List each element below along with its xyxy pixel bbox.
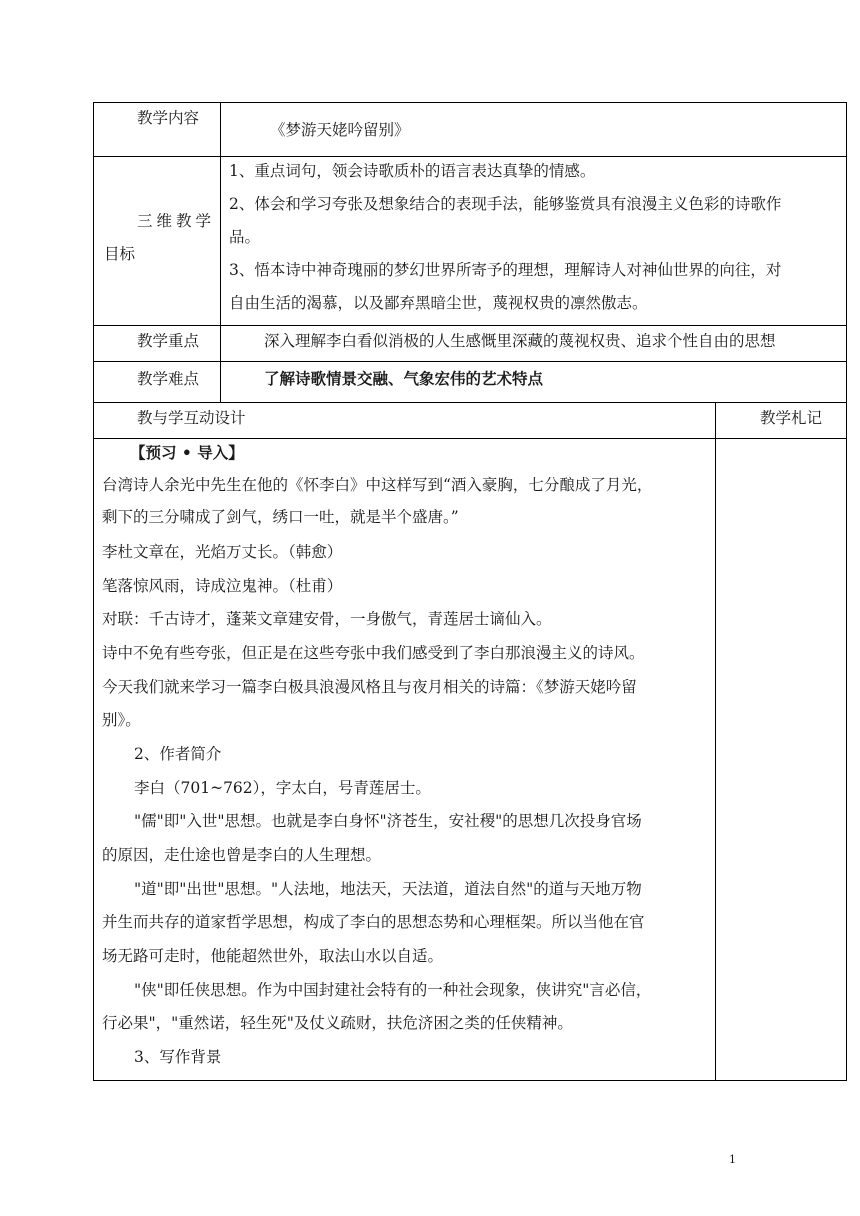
objective-line: 2、体会和学习夸张及想象结合的表现手法，能够鉴赏具有浪漫主义色彩的诗歌作 [229,195,782,213]
key-points-text: 深入理解李白看似消极的人生感慨里深藏的蔑视权贵、追求个性自由的思想 [264,332,776,350]
body-line: 诗中不免有些夸张，但正是在这些夸张中我们感受到了李白那浪漫主义的诗风。 [102,644,645,662]
row-divider [93,361,847,362]
label-key-points: 教学重点 [137,332,200,350]
body-line: 场无路可走时，他能超然世外，取法山水以自适。 [102,947,444,965]
row-divider [93,402,847,403]
table-border-left [93,102,94,1081]
label-difficulties: 教学难点 [137,370,200,388]
notes-column-divider [715,402,716,1081]
label-course-content: 教学内容 [137,109,200,127]
subheading-background: 3、写作背景 [134,1048,222,1066]
body-line: 笔落惊风雨，诗成泣鬼神。（杜甫） [102,577,343,595]
body-line: 今天我们就来学习一篇李白极具浪漫风格且与夜月相关的诗篇：《梦游天姥吟留 [102,678,637,696]
difficulties-text: 了解诗歌情景交融、气象宏伟的艺术特点 [264,369,544,388]
section-heading-preview: 【预习 • 导入】 [130,443,244,462]
body-line: 的原因，走仕途也曾是李白的人生理想。 [102,846,382,864]
label-column-divider [220,102,221,402]
page-number: 1 [729,1153,736,1166]
subheading-author: 2、作者简介 [134,745,222,763]
label-objectives-line1: 三维教学 [137,212,216,230]
body-line: 李杜文章在，光焰万丈长。（韩愈） [102,543,343,561]
body-line: 台湾诗人余光中先生在他的《怀李白》中这样写到“酒入豪胸，七分酿成了月光， [102,476,653,494]
body-line: "道"即"出世"思想。"人法地，地法天，天法道，道法自然"的道与天地万物 [134,880,642,898]
table-border-bottom [93,1080,847,1081]
objective-line: 自由生活的渴慕，以及鄙弃黑暗尘世，蔑视权贵的凛然傲志。 [229,294,648,312]
row-divider [93,156,847,157]
body-line: 行必果"，"重然诺，轻生死"及仗义疏财，扶危济困之类的任侠精神。 [102,1014,573,1032]
body-line: 剩下的三分啸成了剑气，绣口一吐，就是半个盛唐。” [102,508,459,526]
row-divider [93,325,847,326]
objective-line: 品。 [229,228,261,246]
objective-line: 1、重点词句，领会诗歌质朴的语言表达真挚的情感。 [229,162,596,180]
body-line: 别》。 [102,711,141,729]
body-line: 李白（701~762），字太白，号青莲居士。 [134,779,431,797]
body-line: 对联：千古诗才，蓬莱文章建安骨，一身傲气，青莲居士谪仙入。 [102,610,552,628]
table-border-right [846,102,847,1081]
objective-line: 3、悟本诗中神奇瑰丽的梦幻世界所寄予的理想，理解诗人对神仙世界的向往，对 [229,261,782,279]
design-header-right: 教学札记 [760,409,823,427]
body-line: 并生而共存的道家哲学思想，构成了李白的思想态势和心理框架。所以当他在官 [102,913,645,931]
design-header-left: 教与学互动设计 [137,409,246,427]
body-line: "侠"即任侠思想。作为中国封建社会特有的一种社会现象，侠讲究"言必信， [134,981,652,999]
label-objectives-line2: 目标 [104,245,136,263]
row-divider [93,438,847,439]
body-line: "儒"即"入世"思想。也就是李白身怀"济苍生，安社稷"的思想几次投身官场 [134,812,642,830]
course-title: 《梦游天姥吟留别》 [270,121,410,139]
table-border-top [93,102,847,103]
